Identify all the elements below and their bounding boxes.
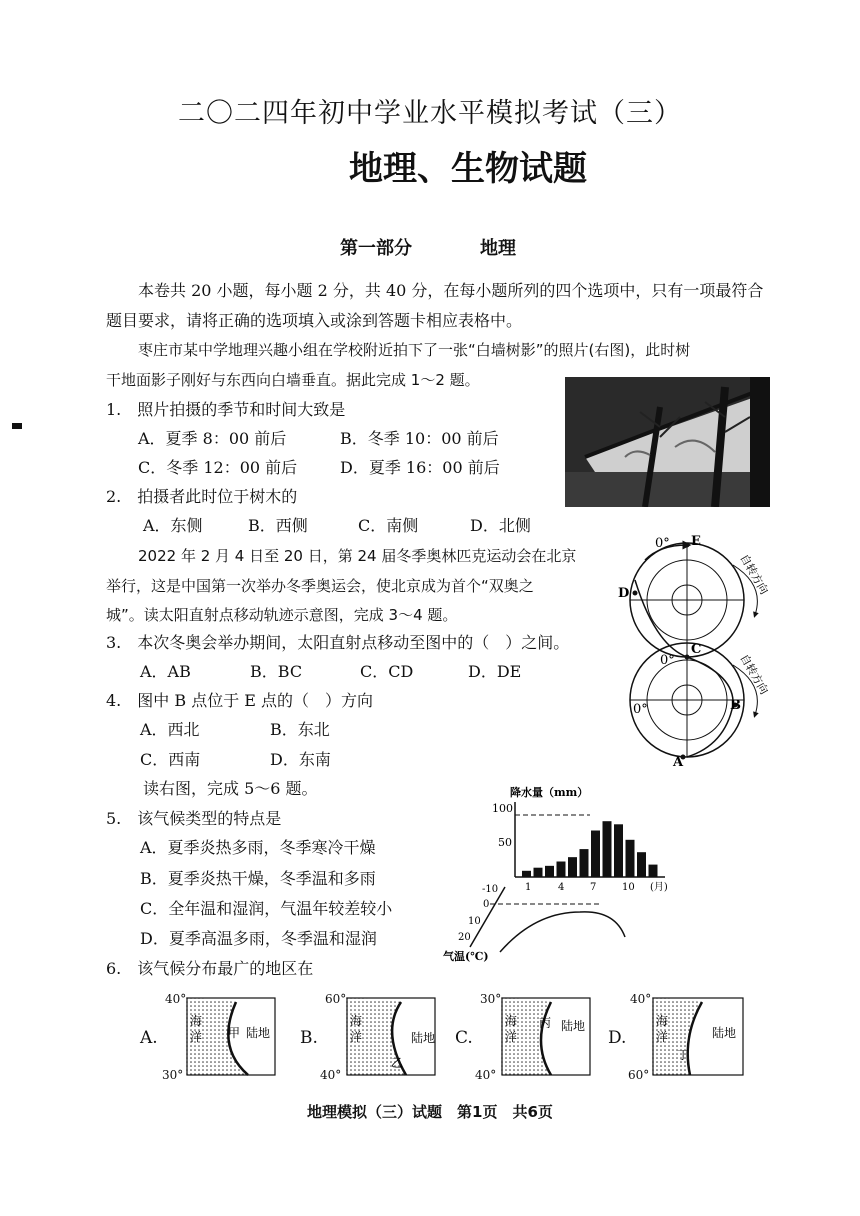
- map-option-4: [608, 992, 753, 1084]
- map-option-3: [455, 992, 600, 1084]
- map-ocean-label-2: 洋: [190, 1030, 203, 1044]
- map-option-1: [140, 992, 285, 1084]
- month-tick-4: 4: [558, 882, 565, 893]
- q3-option-d: D．DE: [468, 662, 522, 681]
- globe-label-d: D: [618, 586, 630, 601]
- month-tick-1: 1: [525, 882, 532, 893]
- q4-stem: 4. 图中 B 点位于 E 点的（ ）方向: [106, 691, 374, 710]
- map-lat-bottom: 30°: [162, 1068, 184, 1082]
- q5-stem: 5. 该气候类型的特点是: [106, 809, 282, 828]
- exam-title: 二〇二四年初中学业水平模拟考试（三）: [178, 98, 682, 129]
- map-option-letter: C.: [455, 1028, 473, 1048]
- globe-label-b: B: [730, 698, 741, 713]
- q2-option-a: A．东侧: [143, 516, 203, 535]
- climate-chart: [440, 782, 680, 967]
- q3-option-c: C．CD: [360, 662, 414, 681]
- map-land-label: 陆地: [712, 1026, 737, 1040]
- map-marker: 丁: [677, 1048, 690, 1062]
- precip-bar-4: [557, 862, 566, 878]
- map-marker: 丙: [539, 1016, 552, 1030]
- globe-bottom-zero-left: 0°: [633, 702, 648, 717]
- q2-option-b: B．西侧: [248, 516, 308, 535]
- q3-option-b: B．BC: [250, 662, 303, 681]
- map-land-label: 陆地: [561, 1019, 586, 1033]
- map-land-label: 陆地: [411, 1031, 436, 1045]
- precip-tick-100: 100: [492, 802, 513, 815]
- map-ocean-label: 海: [350, 1014, 363, 1028]
- precip-axis-label: 降水量（mm）: [510, 786, 589, 799]
- passage1-line-1: 枣庄市某中学地理兴趣小组在学校附近拍下了一张“白墙树影”的照片(右图)，此时树: [138, 341, 691, 359]
- map-option-letter: B.: [300, 1028, 318, 1048]
- passage2-line-1: 2022 年 2 月 4 日至 20 日，第 24 届冬季奥林匹克运动会在北京: [138, 547, 577, 565]
- map-ocean-label: 海: [656, 1014, 669, 1028]
- q5-option-c: C．全年温和湿润，气温年较差较小: [140, 899, 393, 918]
- q1-option-c: C．冬季 12：00 前后: [138, 458, 298, 477]
- instructions-line-2: 题目要求，请将正确的选项填入或涂到答题卡相应表格中。: [106, 311, 523, 330]
- q5-option-b: B．夏季炎热干燥，冬季温和多雨: [140, 869, 376, 888]
- passage3: 读右图，完成 5～6 题。: [143, 779, 318, 798]
- rotation-label-bottom: 自转方向: [737, 652, 771, 697]
- q4-option-a: A．西北: [140, 720, 200, 739]
- map-ocean-label: 海: [190, 1014, 203, 1028]
- globe-top-zero: 0°: [655, 536, 670, 551]
- precip-bar-6: [580, 849, 589, 877]
- sun-path-diagram: [615, 535, 775, 770]
- instructions-line-1: 本卷共 20 小题，每小题 2 分，共 40 分，在每小题所列的四个选项中，只有一项最符合: [138, 281, 764, 300]
- temp-tick-neg10: -10: [482, 884, 499, 895]
- map-option-letter: D.: [608, 1028, 627, 1048]
- map-lat-top: 30°: [480, 992, 502, 1006]
- q4-option-b: B．东北: [270, 720, 330, 739]
- globe-label-e: E: [691, 535, 701, 549]
- month-tick-10: 10: [622, 882, 635, 893]
- passage2-line-2: 举行，这是中国第一次举办冬季奥运会，使北京成为首个“双奥之: [106, 577, 534, 595]
- temp-tick-10: 10: [468, 916, 481, 927]
- q5-option-d: D．夏季高温多雨，冬季温和湿润: [140, 929, 377, 948]
- precip-tick-50: 50: [498, 836, 512, 849]
- map-ocean-label-2: 洋: [350, 1030, 363, 1044]
- temp-axis-label: 气温(℃): [443, 950, 489, 963]
- precip-bar-1: [522, 871, 531, 877]
- precip-bar-5: [568, 857, 577, 877]
- map-land-label: 陆地: [246, 1026, 271, 1040]
- map-ocean-label: 海: [505, 1014, 518, 1028]
- part-label: 第一部分: [340, 238, 412, 259]
- q5-option-a: A．夏季炎热多雨，冬季寒冷干燥: [140, 838, 376, 857]
- q1-stem: 1. 照片拍摄的季节和时间大致是: [106, 400, 346, 419]
- precip-bar-8: [603, 821, 612, 877]
- globe-bottom-zero-top: 0°: [660, 653, 675, 668]
- page-footer: 地理模拟（三）试题 第1页 共6页: [307, 1103, 553, 1121]
- precip-bar-12: [649, 865, 658, 877]
- map-lat-bottom: 40°: [475, 1068, 497, 1082]
- margin-mark: [12, 423, 22, 429]
- q2-stem: 2. 拍摄者此时位于树木的: [106, 487, 298, 506]
- map-lat-bottom: 60°: [628, 1068, 650, 1082]
- temp-tick-0: 0: [483, 899, 490, 910]
- precip-bar-7: [591, 831, 600, 878]
- map-ocean-label-2: 洋: [656, 1030, 669, 1044]
- q1-option-b: B．冬季 10：00 前后: [340, 429, 499, 448]
- month-unit: (月): [650, 882, 668, 893]
- subject-title: 地理、生物试题: [349, 149, 587, 189]
- q4-option-d: D．东南: [270, 750, 331, 769]
- precip-bar-2: [534, 868, 543, 877]
- month-tick-7: 7: [590, 882, 597, 893]
- q1-option-d: D．夏季 16：00 前后: [340, 458, 500, 477]
- map-ocean-label-2: 洋: [505, 1030, 518, 1044]
- precip-bar-10: [626, 840, 635, 877]
- q3-stem: 3. 本次冬奥会举办期间，太阳直射点移动至图中的（ ）之间。: [106, 633, 570, 652]
- map-option-2: [300, 992, 445, 1084]
- passage1-line-2: 干地面影子刚好与东西向白墙垂直。据此完成 1～2 题。: [106, 371, 480, 389]
- q2-option-d: D．北侧: [470, 516, 531, 535]
- globe-label-c: C: [691, 642, 702, 657]
- precip-bars: [522, 821, 658, 877]
- precip-bar-11: [637, 852, 646, 877]
- rotation-label-top: 自转方向: [737, 552, 771, 597]
- map-option-letter: A.: [140, 1028, 158, 1048]
- q1-option-a: A．夏季 8：00 前后: [138, 429, 287, 448]
- map-marker: 甲: [228, 1026, 241, 1040]
- wall-tree-shadow-photo: [565, 377, 770, 507]
- map-lat-top: 40°: [630, 992, 652, 1006]
- q2-option-c: C．南侧: [358, 516, 419, 535]
- q4-option-c: C．西南: [140, 750, 201, 769]
- temp-tick-20: 20: [458, 932, 471, 943]
- map-marker: 乙: [391, 1056, 404, 1070]
- map-lat-top: 40°: [165, 992, 187, 1006]
- part-subject: 地理: [480, 238, 516, 259]
- map-lat-bottom: 40°: [320, 1068, 342, 1082]
- q6-stem: 6. 该气候分布最广的地区在: [106, 959, 314, 978]
- map-lat-top: 60°: [325, 992, 347, 1006]
- globe-label-a: A: [673, 755, 684, 770]
- passage2-line-3: 城”。读太阳直射点移动轨迹示意图，完成 3～4 题。: [106, 606, 458, 624]
- precip-bar-9: [614, 824, 623, 877]
- precip-bar-3: [545, 866, 554, 877]
- q3-option-a: A．AB: [140, 662, 191, 681]
